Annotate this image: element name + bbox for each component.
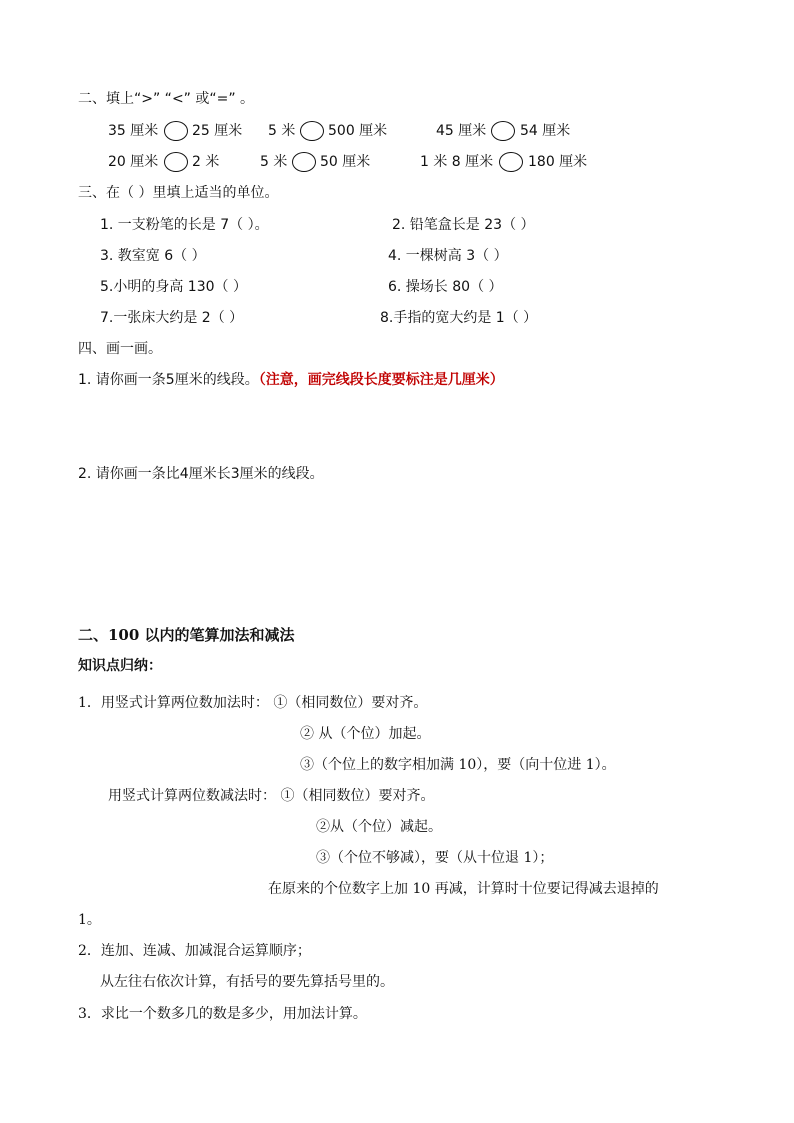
summary-line: 从左往右依次计算，有括号的要先算括号里的。 [100, 974, 394, 990]
unit-question: 1. 一支粉笔的长是 7（ ）。 [100, 217, 269, 233]
draw-question-2: 2. 请你画一条比4厘米长3厘米的线段。 [78, 466, 324, 482]
summary-line: ③（个位上的数字相加满 10），要（向十位进 1）。 [300, 757, 616, 773]
unit-question: 3. 教室宽 6（ ） [100, 248, 206, 264]
draw-question-1-note: （注意，画完线段长度要标注是几厘米） [258, 372, 504, 388]
compare-left-value: 20 厘米 [108, 154, 159, 170]
section-2-heading: 二、填上“>” “<” 或“=” 。 [78, 91, 255, 107]
compare-right-value: 50 厘米 [320, 154, 371, 170]
compare-left-value: 1 米 8 厘米 [420, 154, 494, 170]
summary-line: ② 从（个位）加起。 [300, 726, 431, 742]
summary-line: 2．连加、连减、加减混合运算顺序； [78, 943, 311, 959]
compare-right-value: 180 厘米 [528, 154, 588, 170]
compare-blank-oval[interactable] [300, 121, 324, 141]
knowledge-summary-label: 知识点归纳： [78, 658, 162, 674]
summary-line: 在原来的个位数字上加 10 再减，计算时十位要记得减去退掉的 [268, 881, 659, 897]
compare-right-value: 25 厘米 [192, 123, 243, 139]
summary-line: ②从（个位）减起。 [316, 819, 442, 835]
unit-question: 7.一张床大约是 2（ ） [100, 310, 244, 326]
section-3-heading: 三、在（ ）里填上适当的单位。 [78, 185, 279, 201]
unit-question: 6. 操场长 80（ ） [388, 279, 503, 295]
summary-line: ③（个位不够减），要（从十位退 1）； [316, 850, 554, 866]
compare-blank-oval[interactable] [491, 121, 515, 141]
unit-question: 4. 一棵树高 3（ ） [388, 248, 508, 264]
compare-right-value: 2 米 [192, 154, 220, 170]
section-4-heading: 四、画一画。 [78, 341, 162, 357]
compare-blank-oval[interactable] [499, 152, 523, 172]
compare-left-value: 5 米 [268, 123, 296, 139]
unit-question: 2. 铅笔盒长是 23（ ） [392, 217, 535, 233]
compare-left-value: 45 厘米 [436, 123, 487, 139]
summary-line: 用竖式计算两位数减法时： ①（相同数位）要对齐。 [108, 788, 435, 804]
compare-blank-oval[interactable] [164, 152, 188, 172]
compare-left-value: 35 厘米 [108, 123, 159, 139]
compare-blank-oval[interactable] [292, 152, 316, 172]
compare-right-value: 54 厘米 [520, 123, 571, 139]
summary-line: 3．求比一个数多几的数是多少，用加法计算。 [78, 1006, 367, 1022]
compare-blank-oval[interactable] [164, 121, 188, 141]
summary-line: 1．用竖式计算两位数加法时： ①（相同数位）要对齐。 [78, 695, 428, 711]
compare-left-value: 5 米 [260, 154, 288, 170]
summary-line: 1。 [78, 912, 101, 928]
compare-right-value: 500 厘米 [328, 123, 388, 139]
part-2-title: 二、100 以内的笔算加法和减法 [78, 626, 295, 644]
draw-question-1-text: 1. 请你画一条5厘米的线段。 [78, 372, 259, 388]
unit-question: 5.小明的身高 130（ ） [100, 279, 247, 295]
unit-question: 8.手指的宽大约是 1（ ） [380, 310, 538, 326]
draw-question-1 [78, 371, 504, 389]
